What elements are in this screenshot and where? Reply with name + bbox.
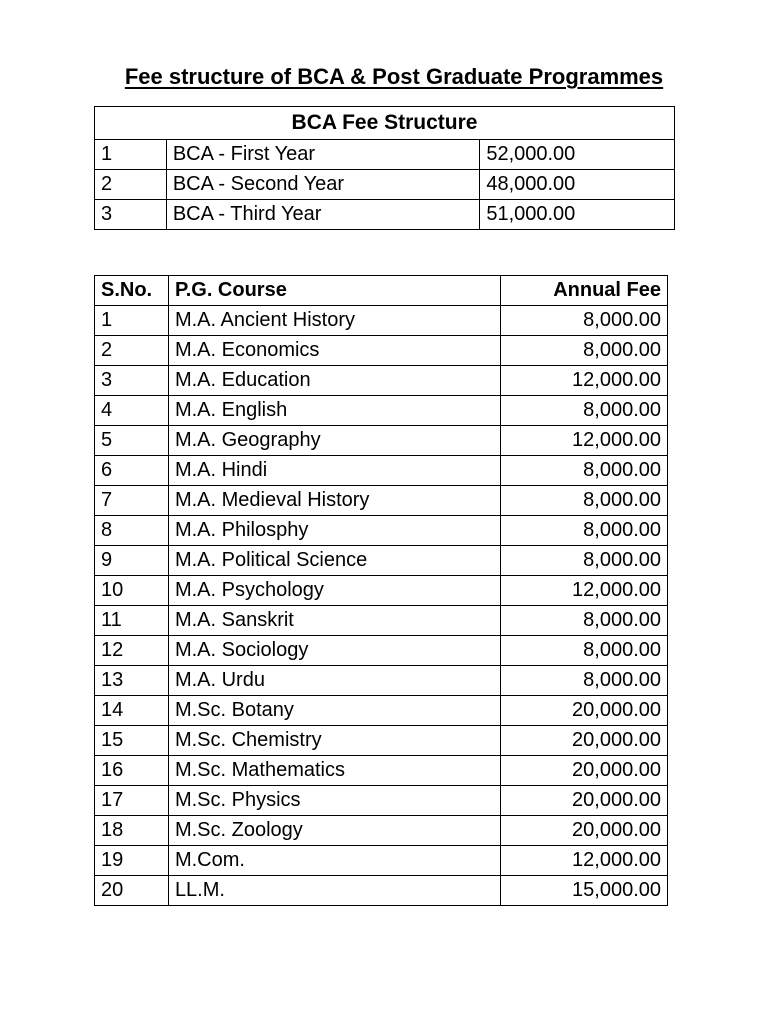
course-name-cell: M.Sc. Botany — [168, 696, 500, 726]
serial-number-cell: 11 — [95, 606, 169, 636]
course-name-cell: M.A. Political Science — [168, 546, 500, 576]
table-row — [95, 486, 668, 516]
table-row — [95, 140, 675, 170]
serial-number-cell: 1 — [95, 306, 169, 336]
fee-cell: 52,000.00 — [480, 140, 675, 170]
table-row — [95, 756, 668, 786]
course-name-cell: M.A. English — [168, 396, 500, 426]
pg-header-row — [95, 276, 668, 306]
table-row — [95, 170, 675, 200]
course-name-cell: M.A. Hindi — [168, 456, 500, 486]
course-name-cell: BCA - Second Year — [166, 170, 480, 200]
fee-cell: 8,000.00 — [501, 606, 668, 636]
course-name-cell: M.A. Urdu — [168, 666, 500, 696]
serial-number-cell: 6 — [95, 456, 169, 486]
serial-number-cell: 2 — [95, 336, 169, 366]
course-name-cell: M.Com. — [168, 846, 500, 876]
fee-cell: 8,000.00 — [501, 456, 668, 486]
table-row — [95, 516, 668, 546]
fee-cell: 15,000.00 — [501, 876, 668, 906]
bca-fee-table — [94, 106, 675, 230]
serial-number-cell: 1 — [95, 140, 167, 170]
pg-fee-table — [94, 275, 668, 906]
course-name-cell: M.Sc. Mathematics — [168, 756, 500, 786]
course-name-cell: M.A. Philosphy — [168, 516, 500, 546]
table-row — [95, 876, 668, 906]
table-row — [95, 456, 668, 486]
serial-number-cell: 5 — [95, 426, 169, 456]
fee-cell: 12,000.00 — [501, 846, 668, 876]
table-row — [95, 306, 668, 336]
course-name-cell: M.Sc. Chemistry — [168, 726, 500, 756]
course-name-cell: LL.M. — [168, 876, 500, 906]
serial-number-cell: 17 — [95, 786, 169, 816]
serial-number-cell: 8 — [95, 516, 169, 546]
serial-number-cell: 18 — [95, 816, 169, 846]
fee-cell: 12,000.00 — [501, 426, 668, 456]
serial-number-cell: 19 — [95, 846, 169, 876]
table-row — [95, 546, 668, 576]
fee-cell: 51,000.00 — [480, 200, 675, 230]
serial-number-cell: 13 — [95, 666, 169, 696]
fee-cell: 20,000.00 — [501, 696, 668, 726]
fee-cell: 48,000.00 — [480, 170, 675, 200]
page-title: Fee structure of BCA & Post Graduate Programmes — [124, 64, 664, 89]
column-header-sno: S.No. — [95, 276, 169, 306]
serial-number-cell: 3 — [95, 366, 169, 396]
serial-number-cell: 2 — [95, 170, 167, 200]
course-name-cell: BCA - Third Year — [166, 200, 480, 230]
fee-cell: 20,000.00 — [501, 726, 668, 756]
fee-cell: 12,000.00 — [501, 366, 668, 396]
serial-number-cell: 4 — [95, 396, 169, 426]
serial-number-cell: 16 — [95, 756, 169, 786]
table-row — [95, 846, 668, 876]
table-row — [95, 576, 668, 606]
serial-number-cell: 12 — [95, 636, 169, 666]
table-row — [95, 666, 668, 696]
course-name-cell: M.A. Sanskrit — [168, 606, 500, 636]
course-name-cell: M.Sc. Zoology — [168, 816, 500, 846]
fee-cell: 12,000.00 — [501, 576, 668, 606]
table-row — [95, 726, 668, 756]
course-name-cell: M.A. Education — [168, 366, 500, 396]
table-row — [95, 606, 668, 636]
fee-cell: 8,000.00 — [501, 306, 668, 336]
table-row — [95, 200, 675, 230]
table-row — [95, 426, 668, 456]
fee-cell: 8,000.00 — [501, 546, 668, 576]
course-name-cell: M.A. Economics — [168, 336, 500, 366]
course-name-cell: M.A. Psychology — [168, 576, 500, 606]
fee-cell: 20,000.00 — [501, 756, 668, 786]
course-name-cell: M.A. Geography — [168, 426, 500, 456]
serial-number-cell: 3 — [95, 200, 167, 230]
serial-number-cell: 9 — [95, 546, 169, 576]
serial-number-cell: 10 — [95, 576, 169, 606]
fee-cell: 20,000.00 — [501, 786, 668, 816]
bca-table-header: BCA Fee Structure — [95, 107, 675, 140]
fee-cell: 8,000.00 — [501, 336, 668, 366]
table-row — [95, 696, 668, 726]
pg-table-body — [95, 306, 668, 906]
table-row — [95, 396, 668, 426]
table-row — [95, 636, 668, 666]
course-name-cell: M.A. Sociology — [168, 636, 500, 666]
fee-cell: 8,000.00 — [501, 666, 668, 696]
table-row — [95, 336, 668, 366]
course-name-cell: M.Sc. Physics — [168, 786, 500, 816]
serial-number-cell: 7 — [95, 486, 169, 516]
course-name-cell: M.A. Ancient History — [168, 306, 500, 336]
bca-table-body — [95, 140, 675, 230]
fee-cell: 8,000.00 — [501, 516, 668, 546]
column-header-annual-fee: Annual Fee — [501, 276, 668, 306]
course-name-cell: M.A. Medieval History — [168, 486, 500, 516]
table-row — [95, 786, 668, 816]
fee-cell: 8,000.00 — [501, 396, 668, 426]
fee-cell: 20,000.00 — [501, 816, 668, 846]
serial-number-cell: 20 — [95, 876, 169, 906]
table-row — [95, 366, 668, 396]
table-row — [95, 816, 668, 846]
bca-header-row — [95, 107, 675, 140]
fee-cell: 8,000.00 — [501, 486, 668, 516]
serial-number-cell: 14 — [95, 696, 169, 726]
serial-number-cell: 15 — [95, 726, 169, 756]
course-name-cell: BCA - First Year — [166, 140, 480, 170]
column-header-course: P.G. Course — [168, 276, 500, 306]
fee-cell: 8,000.00 — [501, 636, 668, 666]
